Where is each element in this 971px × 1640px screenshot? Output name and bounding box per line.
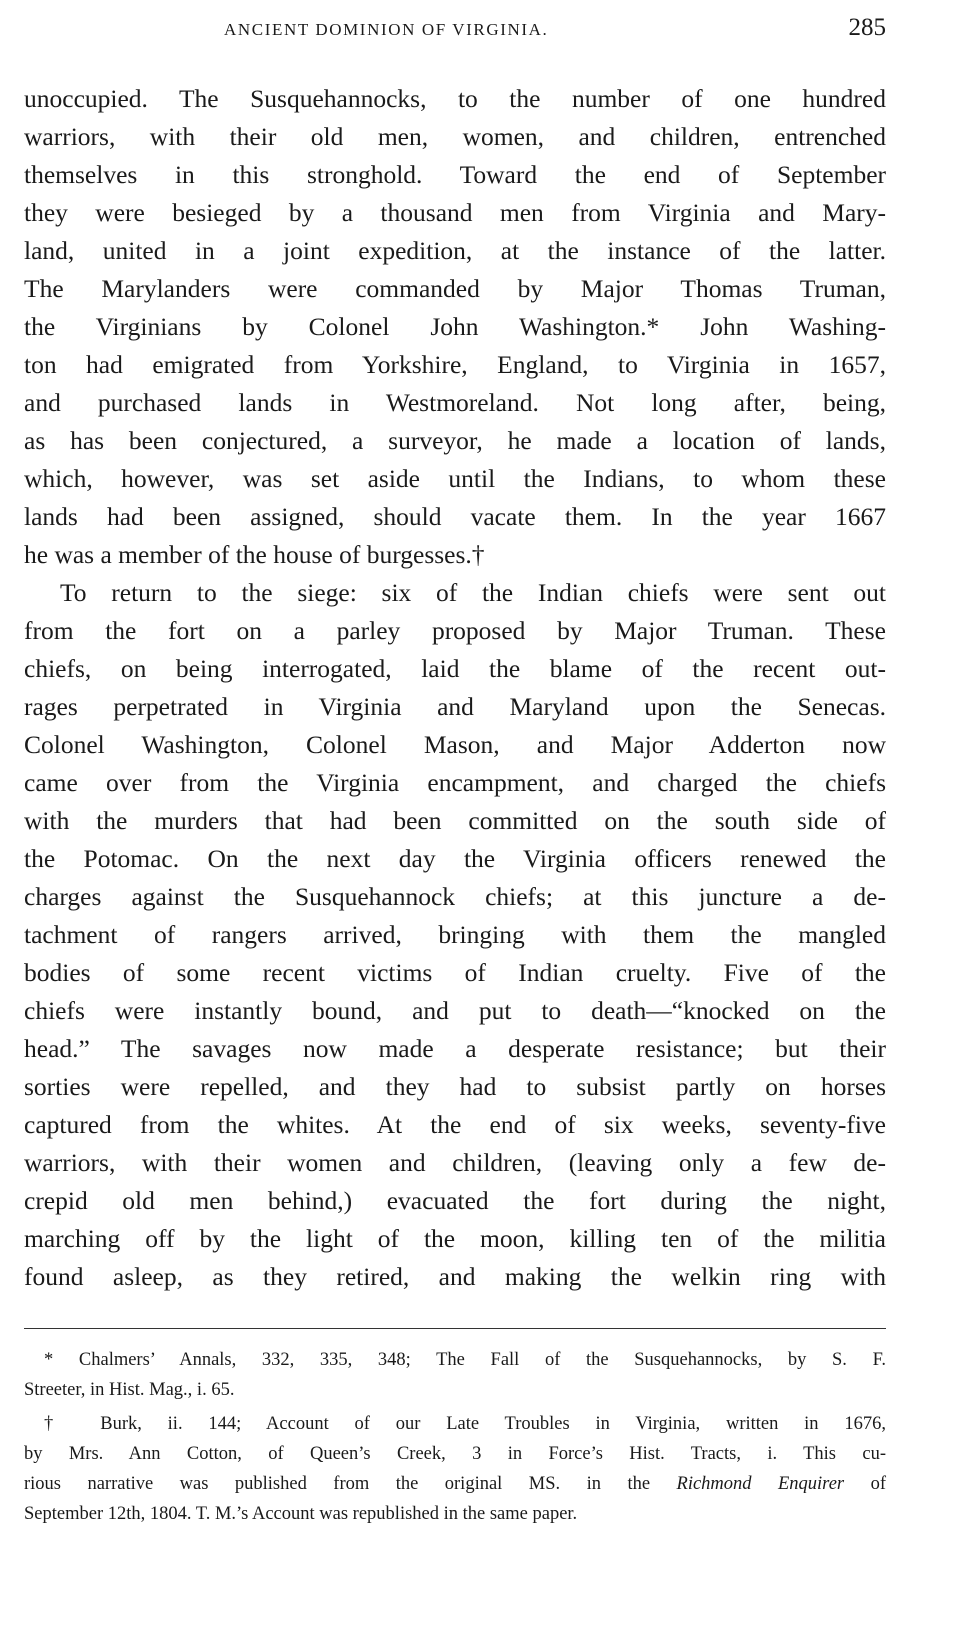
text-line: The Marylanders were commanded by Major Thomas Truman,: [24, 274, 886, 303]
text-line: crepid old men behind,) evacuated the fort during the night,: [24, 1186, 886, 1215]
text-line: which, however, was set aside until the Indians, to whom these: [24, 464, 886, 493]
text-line: he was a member of the house of burgesses.†: [24, 540, 485, 569]
text-line: as has been conjectured, a surveyor, he made a location of lands,: [24, 426, 886, 455]
text-line: chiefs were instantly bound, and put to death—“knocked on the: [24, 996, 886, 1025]
text-line: ton had emigrated from Yorkshire, England, to Virginia in 1657,: [24, 350, 886, 379]
footnote-line: September 12th, 1804. T. M.’s Account was republished in the same paper.: [24, 1504, 578, 1524]
text-line: tachment of rangers arrived, bringing with them the mangled: [24, 920, 886, 949]
text-line: from the fort on a parley proposed by Major Truman. These: [24, 616, 886, 645]
text-line: with the murders that had been committed on the south side of: [24, 806, 886, 835]
text-line: To return to the siege: six of the Indian chiefs were sent out: [60, 578, 886, 607]
text-line: themselves in this stronghold. Toward the end of September: [24, 160, 886, 189]
text-line: warriors, with their women and children, (leaving only a few de-: [24, 1148, 886, 1177]
running-head: [24, 14, 886, 48]
footnote-line: Streeter, in Hist. Mag., i. 65.: [24, 1380, 235, 1400]
newspaper-title: Richmond Enquirer: [676, 1474, 845, 1494]
footnotes: [24, 1345, 886, 1529]
text-line: the Potomac. On the next day the Virginia officers renewed the: [24, 844, 886, 873]
text-line: sorties were repelled, and they had to subsist partly on horses: [24, 1072, 886, 1101]
running-title: ANCIENT DOMINION OF VIRGINIA.: [224, 20, 549, 39]
page-number: 285: [848, 14, 886, 41]
footnote-line: * Chalmers’ Annals, 332, 335, 348; The Fall of the Susquehannocks, by S. F.: [44, 1350, 886, 1370]
text-line: rages perpetrated in Virginia and Maryland upon the Senecas.: [24, 692, 886, 721]
text-line: Colonel Washington, Colonel Mason, and Major Adderton now: [24, 730, 886, 759]
text-line: lands had been assigned, should vacate them. In the year 1667: [24, 502, 886, 531]
footnote-line: [24, 1469, 886, 1499]
text-line: they were besieged by a thousand men from Virginia and Mary-: [24, 198, 886, 227]
text-line: marching off by the light of the moon, killing ten of the militia: [24, 1224, 886, 1253]
text-line: head.” The savages now made a desperate resistance; but their: [24, 1034, 886, 1063]
footnote-line: † Burk, ii. 144; Account of our Late Troubles in Virginia, written in 1676,: [44, 1414, 886, 1434]
body-text: [24, 80, 886, 1296]
text-line: warriors, with their old men, women, and children, entrenched: [24, 122, 886, 151]
text-line: found asleep, as they retired, and making the welkin ring with: [24, 1262, 886, 1291]
text-line: captured from the whites. At the end of six weeks, seventy-five: [24, 1110, 886, 1139]
text-line: unoccupied. The Susquehannocks, to the number of one hundred: [24, 84, 886, 113]
text-line: the Virginians by Colonel John Washington.* John Washing-: [24, 312, 886, 341]
footnote-text: of: [844, 1474, 886, 1494]
text-line: charges against the Susquehannock chiefs; at this juncture a de-: [24, 882, 886, 911]
footnote-line: by Mrs. Ann Cotton, of Queen’s Creek, 3 in Force’s Hist. Tracts, i. This cu-: [24, 1444, 886, 1464]
text-line: chiefs, on being interrogated, laid the blame of the recent out-: [24, 654, 886, 683]
footnote-rule: [24, 1328, 886, 1329]
text-line: land, united in a joint expedition, at the instance of the latter.: [24, 236, 886, 265]
text-line: bodies of some recent victims of Indian cruelty. Five of the: [24, 958, 886, 987]
text-line: and purchased lands in Westmoreland. Not long after, being,: [24, 388, 886, 417]
footnote-text: rious narrative was published from the original MS. in the: [24, 1474, 677, 1494]
text-line: came over from the Virginia encampment, and charged the chiefs: [24, 768, 886, 797]
